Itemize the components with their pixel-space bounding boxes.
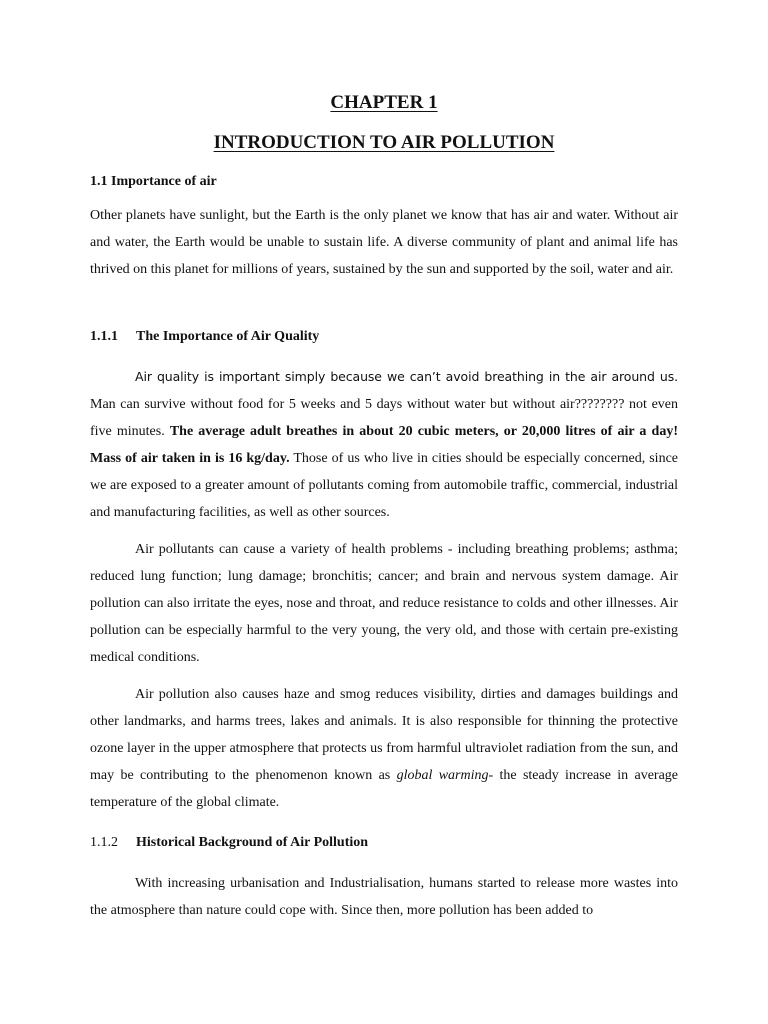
chapter-title: INTRODUCTION TO AIR POLLUTION — [213, 132, 555, 153]
paragraph-environmental-effects — [90, 681, 678, 816]
paragraph-health-problems: Air pollutants can cause a variety of health problems - including breathing problems; asthma; reduced lung function; lung damage; bronchitis; cancer; and brain and nervous system damage. Air pollution can also irritate the eyes, nose and throat, and reduce resistance to colds and other illnesses. Air pollution can be especially harmful to the very young, the very old, and those with certain pre-existing medical conditions. — [90, 542, 678, 665]
paragraph-bold-text: The average adult breathes in about 20 cubic meters, or 20,000 litres of air a day! Mass of air taken in is 16 kg/day. — [90, 424, 678, 466]
paragraph-air-quality — [90, 363, 678, 526]
paragraph-text: - the steady increase in average temperature of the global climate. — [90, 768, 679, 810]
section-heading-1-1-2 — [90, 835, 678, 851]
section-title: The Importance of Air Quality — [136, 329, 320, 344]
paragraph-text: Those of us who live in cities should be especially concerned, since we are exposed to a greater amount of pollutants coming from automobile traffic, commercial, industrial and manufacturing facilities, as well as other sources. — [90, 451, 678, 520]
paragraph-importance-of-air: Other planets have sunlight, but the Earth is the only planet we know that has air and water. Without air and water, the Earth would be unable to sustain life. A diverse community of plant and animal life has thrived on this planet for millions of years, sustained by the sun and supported by the soil, water and air. — [90, 208, 678, 277]
paragraph-italic-term: global warming — [396, 768, 489, 783]
paragraph-historical-background: With increasing urbanisation and Industrialisation, humans started to release more wastes into the atmosphere than nature could cope with. Since then, more pollution has been added to — [90, 876, 678, 918]
section-number: 1.1 — [90, 174, 108, 189]
section-number: 1.1.1 — [90, 329, 118, 344]
chapter-label: CHAPTER 1 — [330, 92, 438, 113]
paragraph-text: Man can survive without food for 5 weeks and 5 days without water but without air???????? not even five minutes. — [90, 397, 678, 439]
paragraph-text: Air pollution also causes haze and smog reduces visibility, dirties and damages buildings and other landmarks, and harms trees, lakes and animals. It is also responsible for thinning the protective ozone layer in the upper atmosphere that protects us from harmful ultraviolet radiation from the sun, and may be contributing to the phenomenon known as — [90, 687, 678, 783]
section-heading-1-1 — [90, 174, 678, 190]
section-title: Historical Background of Air Pollution — [136, 835, 369, 850]
section-heading-1-1-1 — [90, 329, 678, 345]
paragraph-lead-sentence: Air quality is important simply because we can’t avoid breathing in the air around us. — [135, 369, 678, 384]
section-number: 1.1.2 — [90, 835, 118, 850]
section-title: Importance of air — [111, 174, 217, 189]
